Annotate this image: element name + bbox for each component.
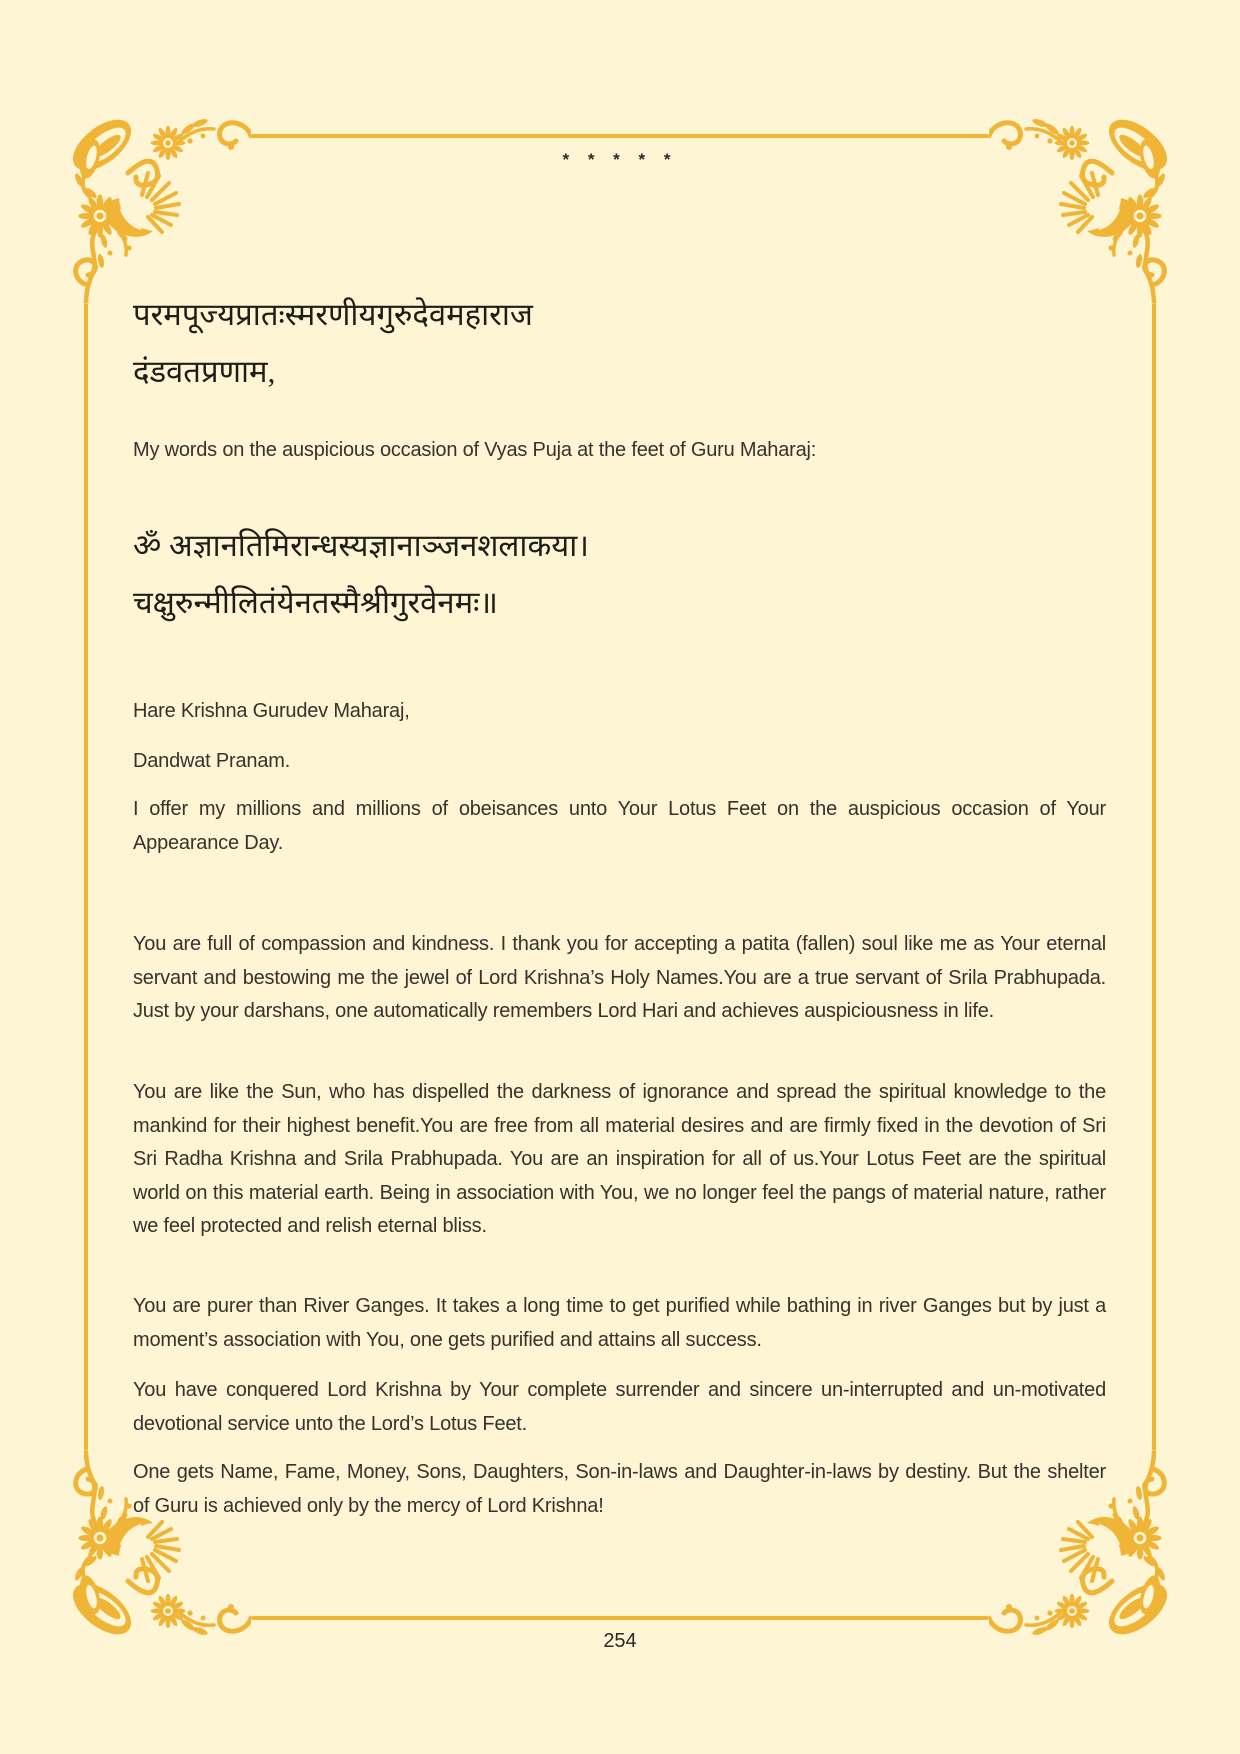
section-divider-stars: * * * * * xyxy=(562,150,678,169)
corner-ornament-top-left-icon xyxy=(66,103,251,303)
border-line-bottom xyxy=(251,1616,989,1620)
page-number: 254 xyxy=(603,1630,637,1652)
paragraph-conquered-krishna: You have conquered Lord Krishna by Your complete surrender and sincere un-interrupted and un-motivated devotional service unto the Lord’s Lotus Feet. xyxy=(133,1379,1106,1435)
greeting-line2: Dandwat Pranam. xyxy=(133,750,291,772)
paragraph-name-fame: One gets Name, Fame, Money, Sons, Daughters, Son-in-laws and Daughter-in-laws by destiny. But the shelter of Guru is achieved only by the mercy of Lord Krishna! xyxy=(133,1461,1106,1517)
paragraph-like-the-sun: You are like the Sun, who has dispelled the darkness of ignorance and spread the spiritual knowledge to the mankind for their highest benefit.You are free from all material desires and are firmly fixed in the devotion of Sri Sri Radha Krishna and Srila Prabhupada. You are an inspiration for all of us.Your Lotus Feet are the spiritual world on this material earth. Being in association with You, we no longer feel the pangs of material nature, rather we feel protected and relish eternal bliss. xyxy=(133,1081,1106,1237)
border-line-right xyxy=(1152,303,1156,1451)
paragraph-compassion: You are full of compassion and kindness. I thank you for accepting a patita (fallen) soul like me as Your eternal servant and bestowing me the jewel of Lord Krishna’s Holy Names.You are a true servant of Srila Prabhupada. Just by your darshans, one automatically remembers Lord Hari and achieves auspiciousness in life. xyxy=(133,933,1106,1022)
border-line-top xyxy=(251,134,989,138)
shloka-line1: ॐ अज्ञानतिमिरान्धस्यज्ञानाञ्जनशलाकया। xyxy=(133,528,590,563)
salutation-devanagari-line2: दंडवतप्रणाम, xyxy=(133,354,276,389)
paragraph-river-ganges: You are purer than River Ganges. It takes a long time to get purified while bathing in river Ganges but by just a moment’s association with You, one gets purified and attains all success. xyxy=(133,1295,1106,1351)
border-line-left xyxy=(84,303,88,1451)
corner-ornament-top-right-icon xyxy=(989,103,1174,303)
intro-line: My words on the auspicious occasion of Vyas Puja at the feet of Guru Maharaj: xyxy=(133,439,817,461)
greeting-line1: Hare Krishna Gurudev Maharaj, xyxy=(133,700,410,722)
salutation-devanagari-line1: परमपूज्यप्रातःस्मरणीयगुरुदेवमहाराज xyxy=(133,297,533,332)
paragraph-obeisances: I offer my millions and millions of obeisances unto Your Lotus Feet on the auspicious occasion of Your Appearance Day. xyxy=(133,798,1106,854)
shloka-line2: चक्षुरुन्मीलितंयेनतस्मैश्रीगुरवेनमः॥ xyxy=(133,585,498,620)
